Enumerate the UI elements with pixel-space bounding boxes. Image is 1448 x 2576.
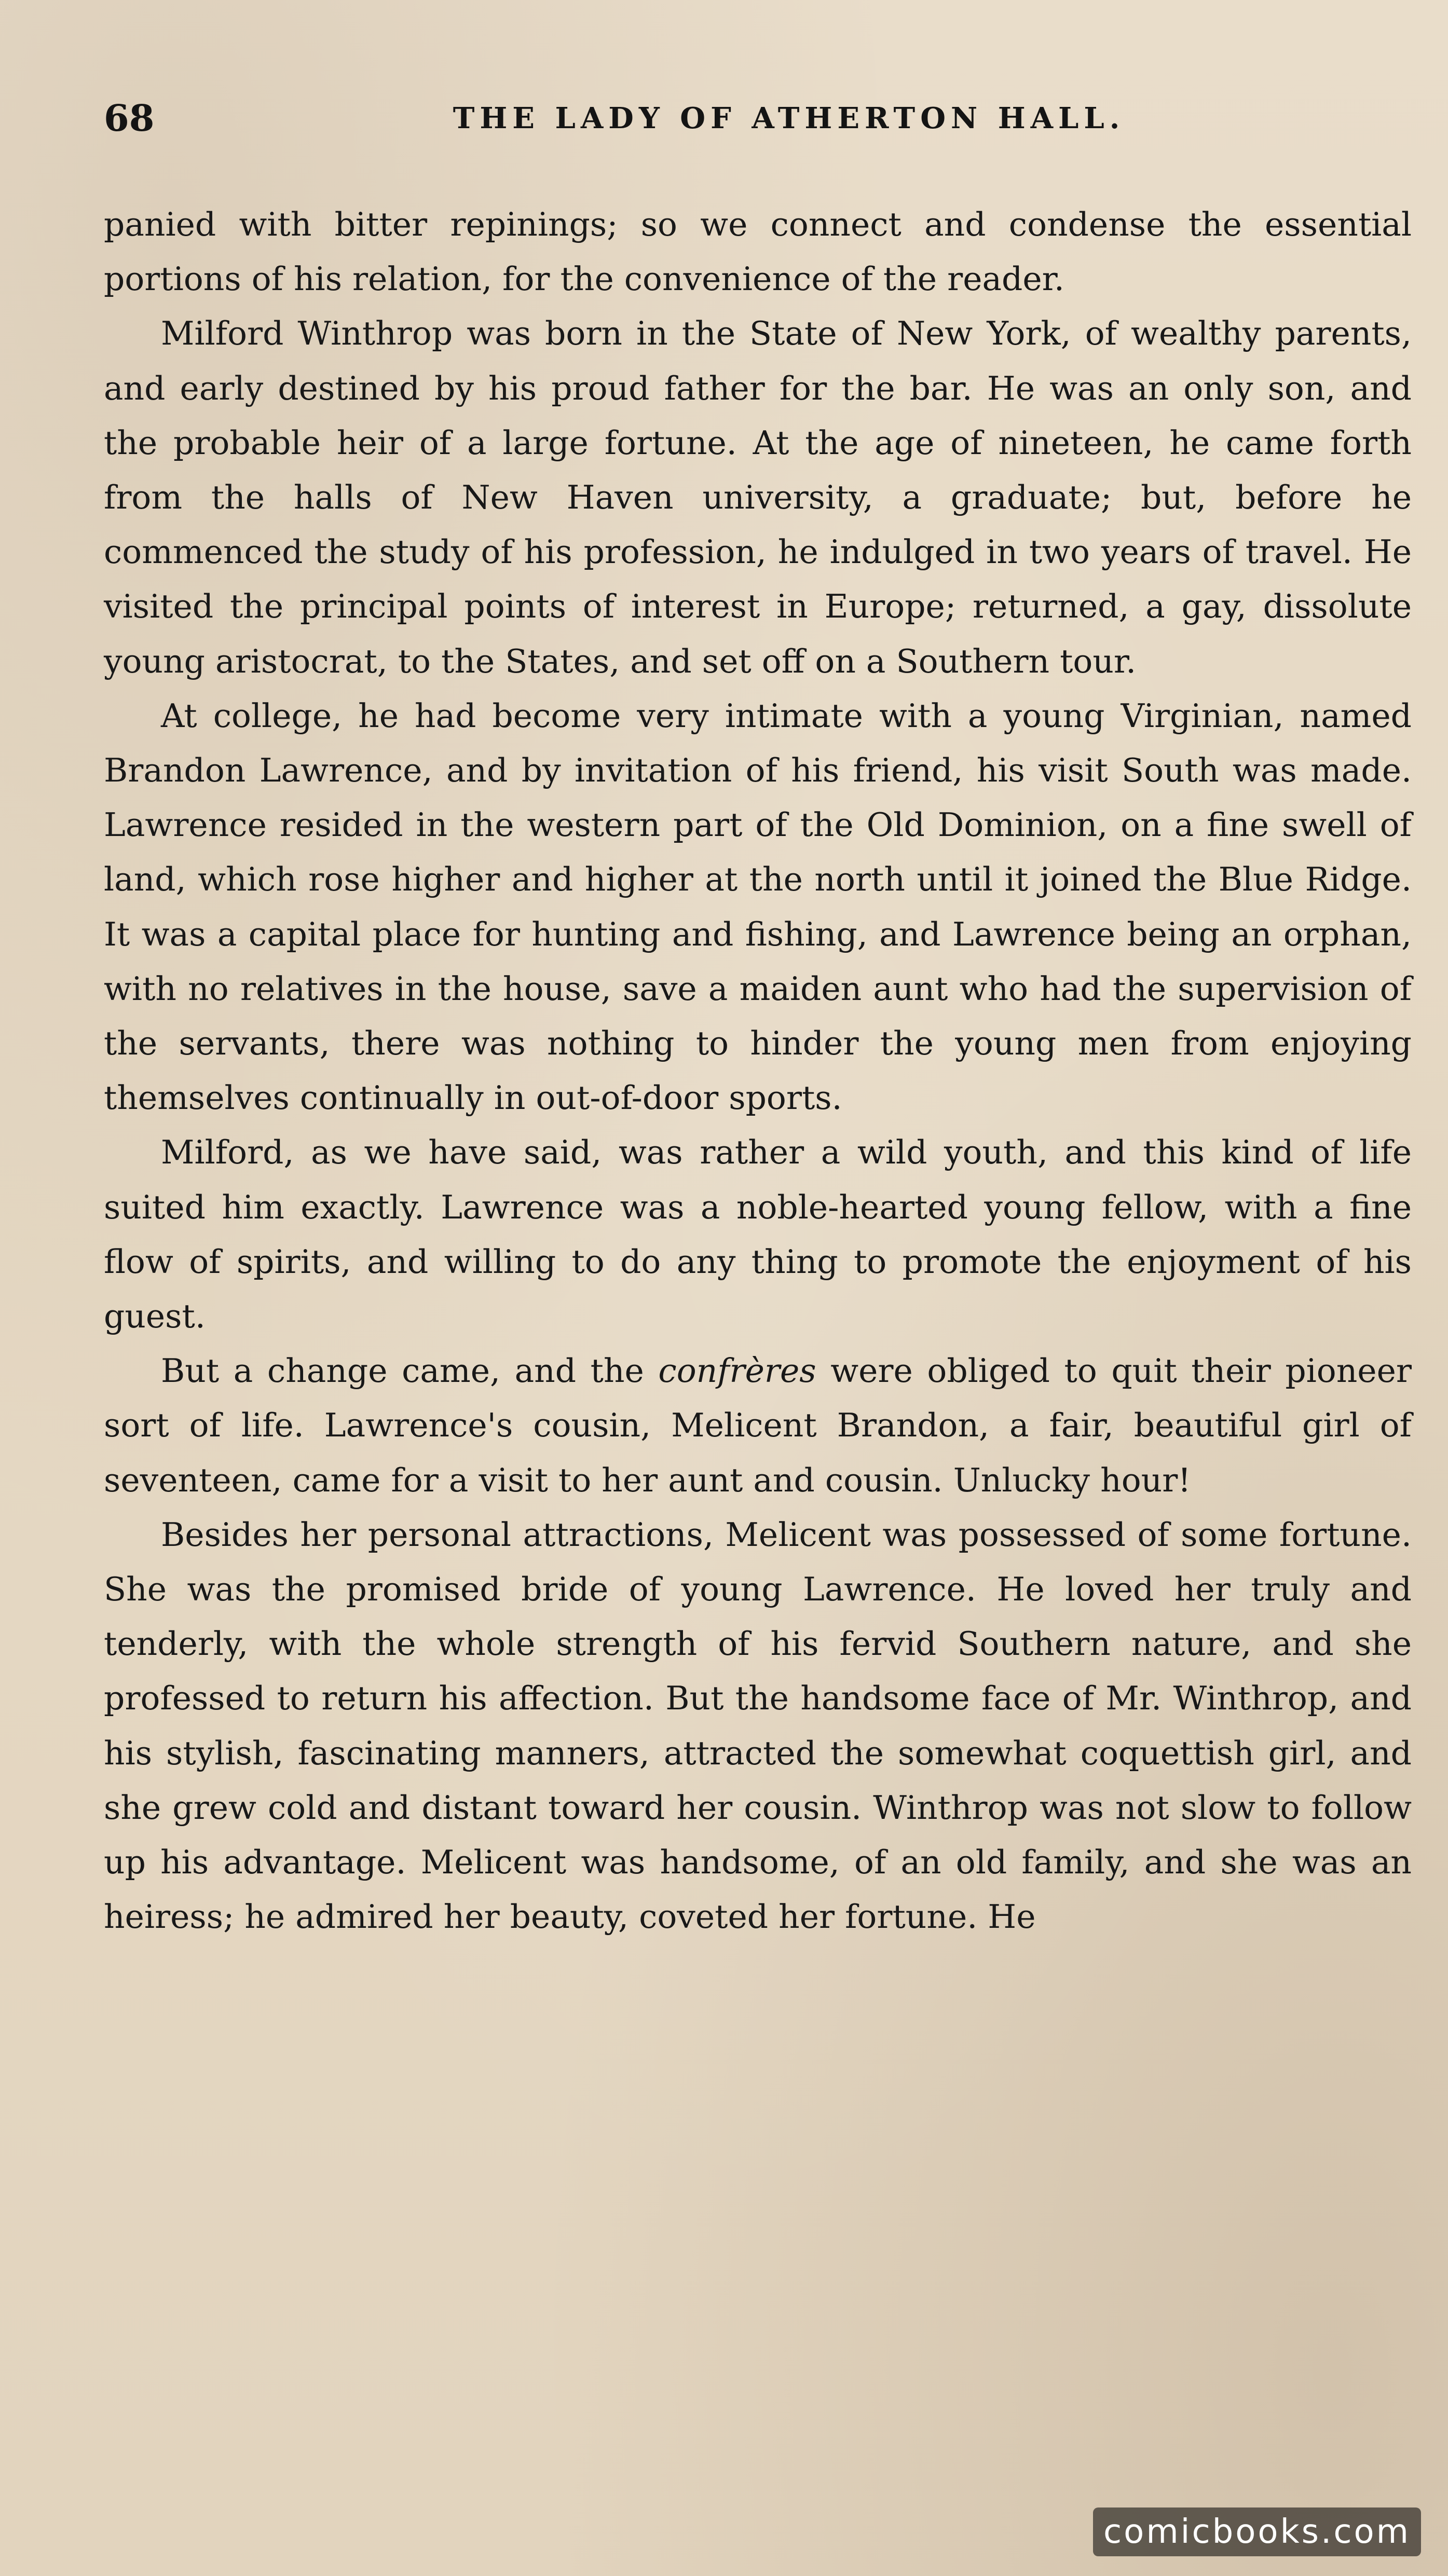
paragraph-1: panied with bitter repinings; so we connect and condense the essential portions of his relation, for the convenience of the reader. xyxy=(104,205,1412,298)
italic-word-confreres: confrères xyxy=(658,1352,816,1390)
page-header xyxy=(104,87,1412,149)
body-text xyxy=(104,197,1412,1944)
running-title: THE LADY OF ATHERTON HALL. xyxy=(453,101,1125,135)
paragraph-4: Milford, as we have said, was rather a wild youth, and this kind of life suited him exactly. Lawrence was a noble-hearted young fellow, with a fine flow of spirits, and willing to do any thing to promote the enjoyment of his guest. xyxy=(104,1133,1412,1336)
paragraph-3: At college, he had become very intimate with a young Virginian, named Brandon Lawrence, and by invitation of his friend, his visit South was made. Lawrence resided in the western part of the Old Dominion, on a fine swell of land, which rose higher and higher at the north until it joined the Blue Ridge. It was a capital place for hunting and fishing, and Lawrence being an orphan, with no relatives in the house, save a maiden aunt who had the supervision of the servants, there was nothing to hinder the young men from enjoying themselves continually in out-of-door sports. xyxy=(104,696,1412,1117)
paragraph-5 xyxy=(104,1344,1412,1508)
page-number: 68 xyxy=(104,97,155,140)
paragraph-5-before: But a change came, and the xyxy=(161,1352,659,1390)
paragraph-6: Besides her personal attractions, Melicent was possessed of some fortune. She was the promised bride of young Lawrence. He loved her truly and tenderly, with the whole strength of his fervid Southern nature, and she professed to return his affection. But the handsome face of Mr. Winthrop, and his stylish, fascinating manners, attracted the somewhat coquettish girl, and she grew cold and distant toward her cousin. Winthrop was not slow to follow up his advantage. Melicent was handsome, of an old family, and she was an heiress; he admired her beauty, coveted her fortune. He xyxy=(104,1515,1412,1936)
paragraph-2: Milford Winthrop was born in the State of New York, of wealthy parents, and early destined by his proud father for the bar. He was an only son, and the probable heir of a large fortune. At the age of nineteen, he came forth from the halls of New Haven university, a graduate; but, before he commenced the study of his profession, he indulged in two years of travel. He visited the principal points of interest in Europe; returned, a gay, dissolute young aristocrat, to the States, and set off on a Southern tour. xyxy=(104,314,1412,680)
watermark: comicbooks.com xyxy=(1093,2508,1421,2556)
paragraph-5-after: were obliged to quit their pioneer sort of life. Lawrence's cousin, Melicent Brandon, a fair, beautiful girl of seventeen, came for a visit to her aunt and cousin. Unlucky hour! xyxy=(104,1352,1412,1499)
